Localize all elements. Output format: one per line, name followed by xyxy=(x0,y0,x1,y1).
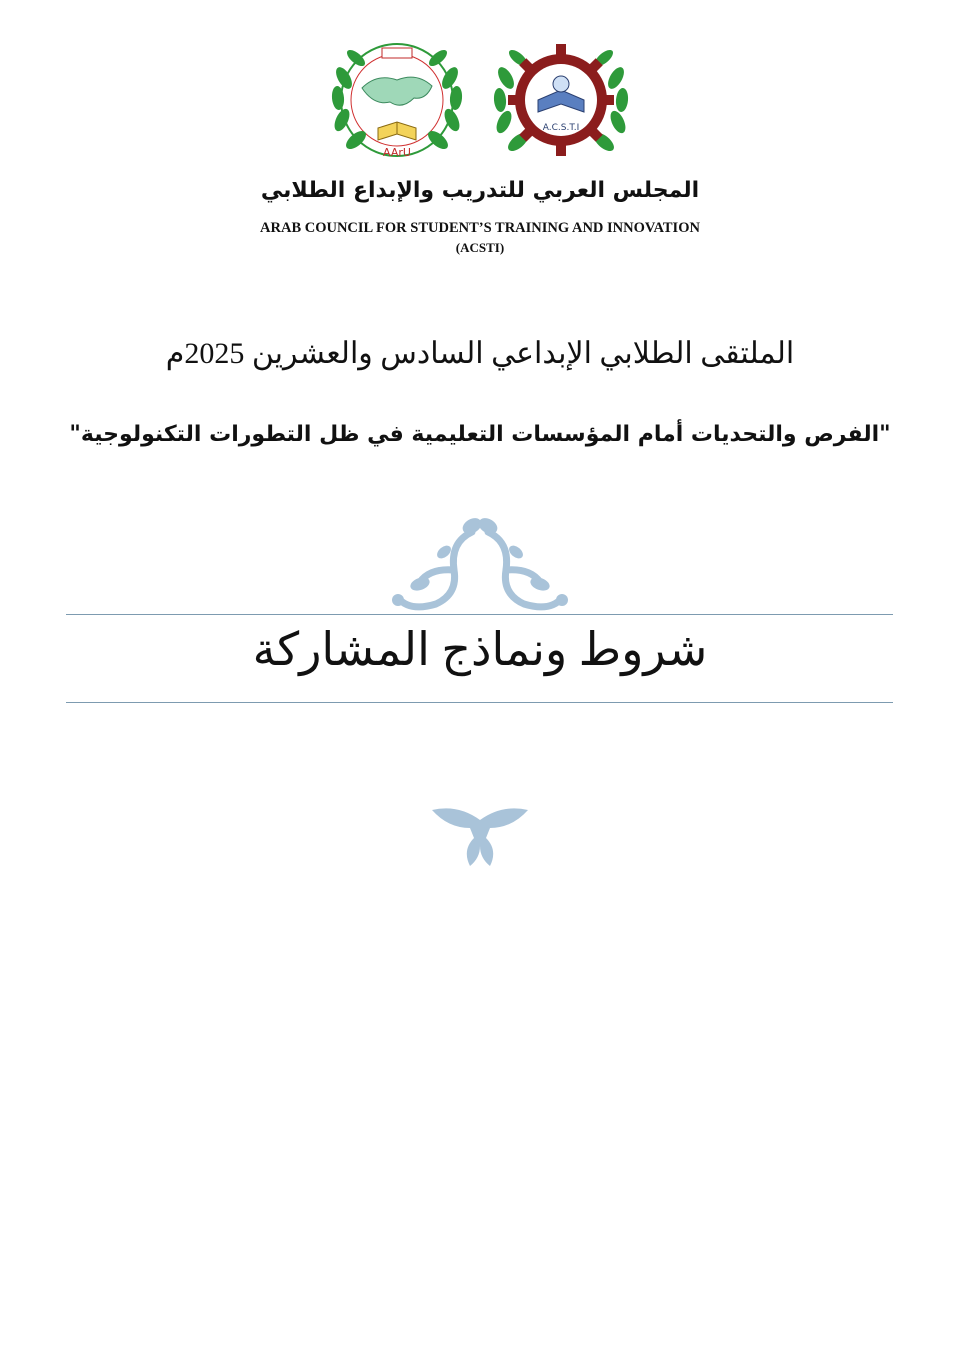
event-theme: "الفرص والتحديات أمام المؤسسات التعليمية في ظل التطورات التكنولوجية" xyxy=(69,422,891,447)
org-name-english: ARAB COUNCIL FOR STUDENT’S TRAINING AND INNOVATION xyxy=(260,220,700,236)
aaru-logo-text: AArU xyxy=(383,146,411,159)
org-abbreviation: (ACSTI) xyxy=(455,240,505,255)
acsti-logo-text: A.C.S.T.I xyxy=(542,123,580,133)
org-name-arabic: المجلس العربي للتدريب والإبداع الطلابي xyxy=(260,178,700,203)
floral-ornament-bottom-icon xyxy=(428,802,532,872)
acsti-logo-icon xyxy=(486,28,636,172)
logos-row xyxy=(0,22,960,172)
divider-bottom xyxy=(66,702,893,703)
section-title: شروط ونماذج المشاركة xyxy=(252,624,708,675)
divider-top xyxy=(66,614,893,615)
event-title: الملتقى الطلابي الإبداعي السادس والعشرين 2025م xyxy=(165,337,795,370)
floral-ornament-top-icon xyxy=(380,512,580,618)
aaru-logo-icon xyxy=(322,28,472,172)
